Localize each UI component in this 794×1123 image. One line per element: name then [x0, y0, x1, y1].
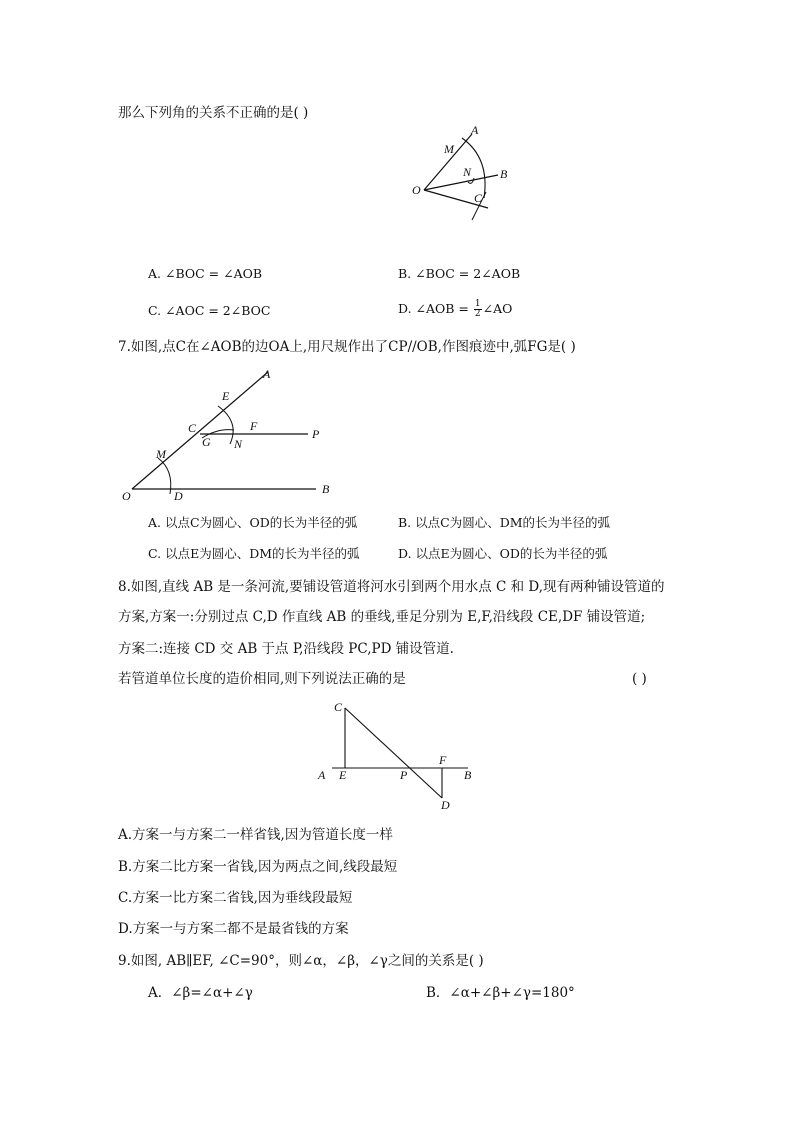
q6-option-d-suffix: ∠AO — [482, 301, 513, 316]
fraction-half: $\frac{1}{2}$ — [474, 299, 481, 319]
label-p: P — [400, 768, 408, 782]
q6-figure — [410, 120, 530, 230]
label-a: A — [263, 367, 271, 381]
label-n: N — [234, 437, 243, 451]
q8-option-a: A.方案一与方案二一样省钱,因为管道长度一样 — [118, 827, 393, 843]
q6-option-b: B. ∠BOC = 2∠AOB — [398, 266, 521, 281]
q8-option-b: B.方案二比方案一省钱,因为两点之间,线段最短 — [118, 859, 398, 875]
label-b: B — [322, 482, 330, 496]
q7-figure — [118, 362, 348, 507]
q8-line2: 方案,方案一:分别过点 C,D 作直线 AB 的垂线,垂足分别为 E,F,沿线段 CE,DF 铺设管道; — [118, 609, 646, 625]
q7-stem: 7.如图,点C在∠AOB的边OA上,用尺规作出了CP//OB,作图痕迹中,弧FG是( ) — [118, 339, 576, 355]
label-d: D — [441, 798, 450, 812]
label-m: M — [444, 142, 454, 156]
label-m: M — [156, 447, 166, 461]
segment-cd — [345, 708, 442, 798]
q9-stem: 9.如图, AB∥EF, ∠C=90°，则∠α，∠β，∠γ之间的关系是( ) — [118, 953, 484, 969]
label-d: D — [174, 489, 183, 503]
q6-option-d-prefix: D. ∠AOB = — [398, 301, 473, 316]
label-g: G — [202, 435, 211, 449]
label-b: B — [464, 768, 472, 782]
label-a: A — [471, 123, 479, 137]
q8-line4: 若管道单位长度的造价相同,则下列说法正确的是 — [118, 671, 406, 687]
q8-option-d: D.方案一与方案二都不是最省钱的方案 — [118, 921, 349, 937]
label-e: E — [222, 389, 230, 403]
label-e: E — [339, 768, 347, 782]
q8-figure — [312, 698, 482, 813]
q8-bracket: ( ) — [632, 671, 647, 687]
label-o: O — [412, 183, 421, 197]
label-p: P — [312, 427, 320, 441]
label-n: N — [463, 165, 472, 179]
label-b: B — [500, 167, 508, 181]
label-c: C — [334, 700, 343, 714]
arc-en — [218, 406, 233, 444]
label-a: A — [318, 768, 326, 782]
q6-option-d — [398, 300, 512, 319]
q6-stem: 那么下列角的关系不正确的是( ) — [118, 105, 309, 121]
label-f: F — [250, 419, 258, 433]
q8-line1: 8.如图,直线 AB 是一条河流,要铺设管道将河水引到两个用水点 C 和 D,现有两种铺设管道的 — [118, 579, 665, 595]
q7-option-a: A. 以点C为圆心、OD的长为半径的弧 — [148, 515, 358, 530]
q6-option-c: C. ∠AOC = 2∠BOC — [148, 303, 271, 318]
q9-option-b: B．∠α+∠β+∠γ=180° — [426, 985, 575, 1001]
ray-oa — [132, 372, 268, 489]
q7-option-b: B. 以点C为圆心、DM的长为半径的弧 — [398, 515, 611, 530]
q7-option-d: D. 以点E为圆心、OD的长为半径的弧 — [398, 546, 608, 561]
label-c: C — [188, 421, 197, 435]
q6-option-a: A. ∠BOC = ∠AOB — [148, 266, 263, 281]
label-o: O — [122, 489, 131, 503]
label-c: C — [474, 191, 483, 205]
q8-option-c: C.方案一比方案二省钱,因为垂线段最短 — [118, 890, 353, 906]
q7-option-c: C. 以点E为圆心、DM的长为半径的弧 — [148, 546, 360, 561]
q9-option-a: A．∠β=∠α+∠γ — [148, 985, 253, 1001]
label-f: F — [439, 753, 447, 767]
q8-line3: 方案二:连接 CD 交 AB 于点 P,沿线段 PC,PD 铺设管道. — [118, 641, 454, 657]
